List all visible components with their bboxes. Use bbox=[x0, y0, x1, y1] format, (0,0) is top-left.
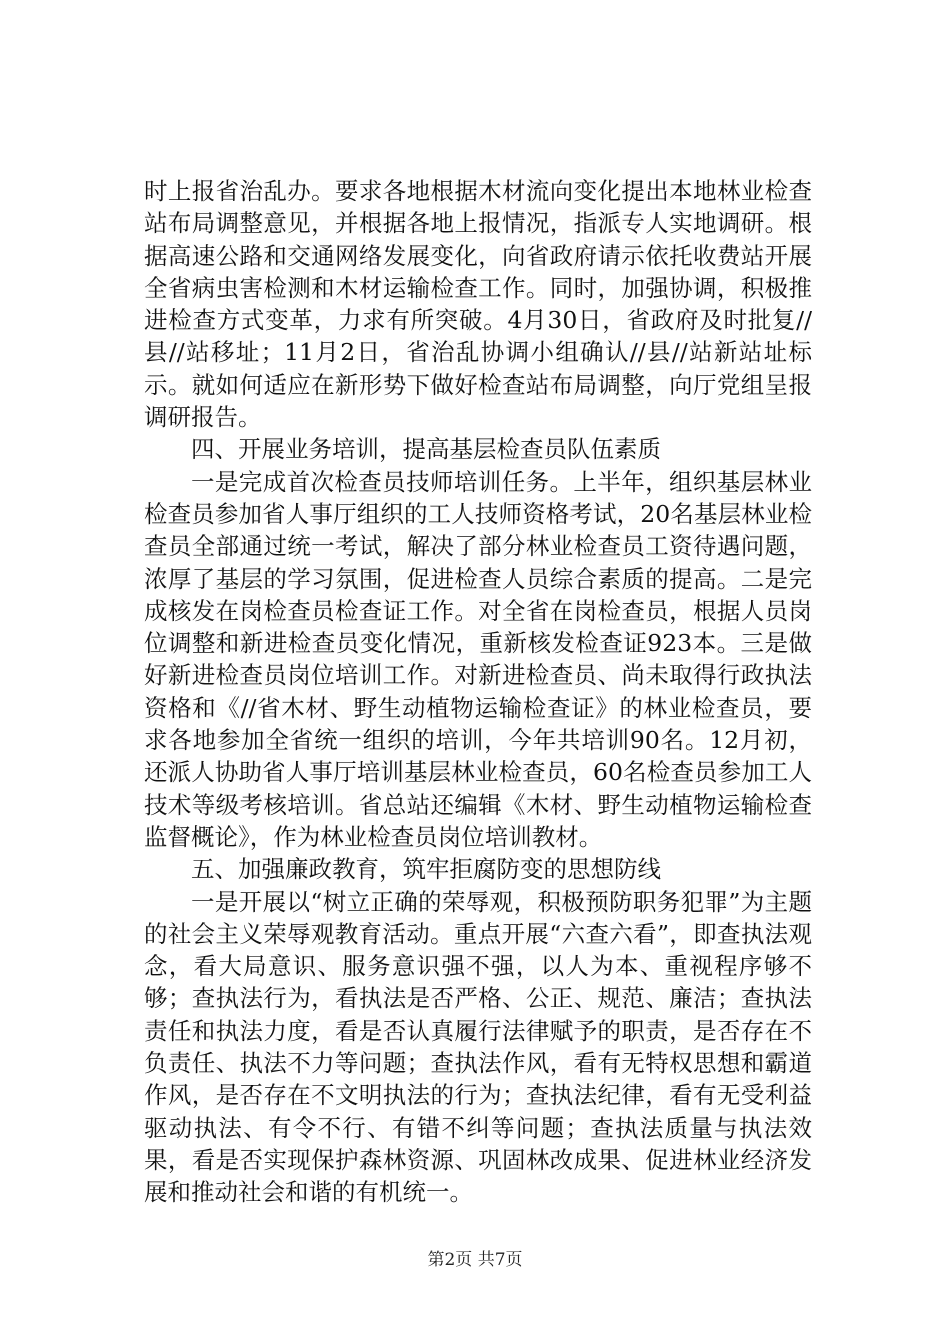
paragraph-training: 一是完成首次检查员技师培训任务。上半年，组织基层林业检查员参加省人事厅组织的工人技师资格考试，20名基层林业检查员全部通过统一考试，解决了部分林业检查员工资待遇问题，浓厚了基层的学习氛围，促进检查人员综合素质的提高。二是完成核发在岗检查员检查证工作。对全省在岗检查员，根据人员岗位调整和新进检查员变化情况，重新核发检查证923本。三是做好新进检查员岗位培训工作。对新进检查员、尚未取得行政执法资格和《//省木材、野生动植物运输检查证》的林业检查员，要求各地参加全省统一组织的培训，今年共培训90名。12月初，还派人协助省人事厅培训基层林业检查员，60名检查员参加工人技术等级考核培训。省总站还编辑《木材、野生动植物运输检查监督概论》，作为林业检查员岗位培训教材。 bbox=[144, 467, 812, 851]
section-heading-5: 五、加强廉政教育，筑牢拒腐防变的思想防线 bbox=[191, 855, 661, 884]
document-body bbox=[144, 175, 812, 1209]
page-number-footer: 第2页 共7页 bbox=[427, 1250, 523, 1270]
paragraph-continuation: 时上报省治乱办。要求各地根据木材流向变化提出本地林业检查站布局调整意见，并根据各地上报情况，指派专人实地调研。根据高速公路和交通网络发展变化，向省政府请示依托收费站开展全省病虫害检测和木材运输检查工作。同时，加强协调，积极推进检查方式变革，力求有所突破。4月30日，省政府及时批复//县//站移址；11月2日，省治乱协调小组确认//县//站新站址标示。就如何适应在新形势下做好检查站布局调整，向厅党组呈报调研报告。 bbox=[144, 177, 812, 432]
paragraph-integrity: 一是开展以“树立正确的荣辱观，积极预防职务犯罪”为主题的社会主义荣辱观教育活动。重点开展“六查六看”，即查执法观念，看大局意识、服务意识强不强，以人为本、重视程序够不够；查执法行为，看执法是否严格、公正、规范、廉洁；查执法责任和执法力度，看是否认真履行法律赋予的职责，是否存在不负责任、执法不力等问题；查执法作风，看有无特权思想和霸道作风，是否存在不文明执法的行为；查执法纪律，看有无受利益驱动执法、有令不行、有错不纠等问题；查执法质量与执法效果，看是否实现保护森林资源、巩固林改成果、促进林业经济发展和推动社会和谐的有机统一。 bbox=[144, 887, 812, 1207]
section-heading-4: 四、开展业务培训，提高基层检查员队伍素质 bbox=[191, 435, 661, 464]
